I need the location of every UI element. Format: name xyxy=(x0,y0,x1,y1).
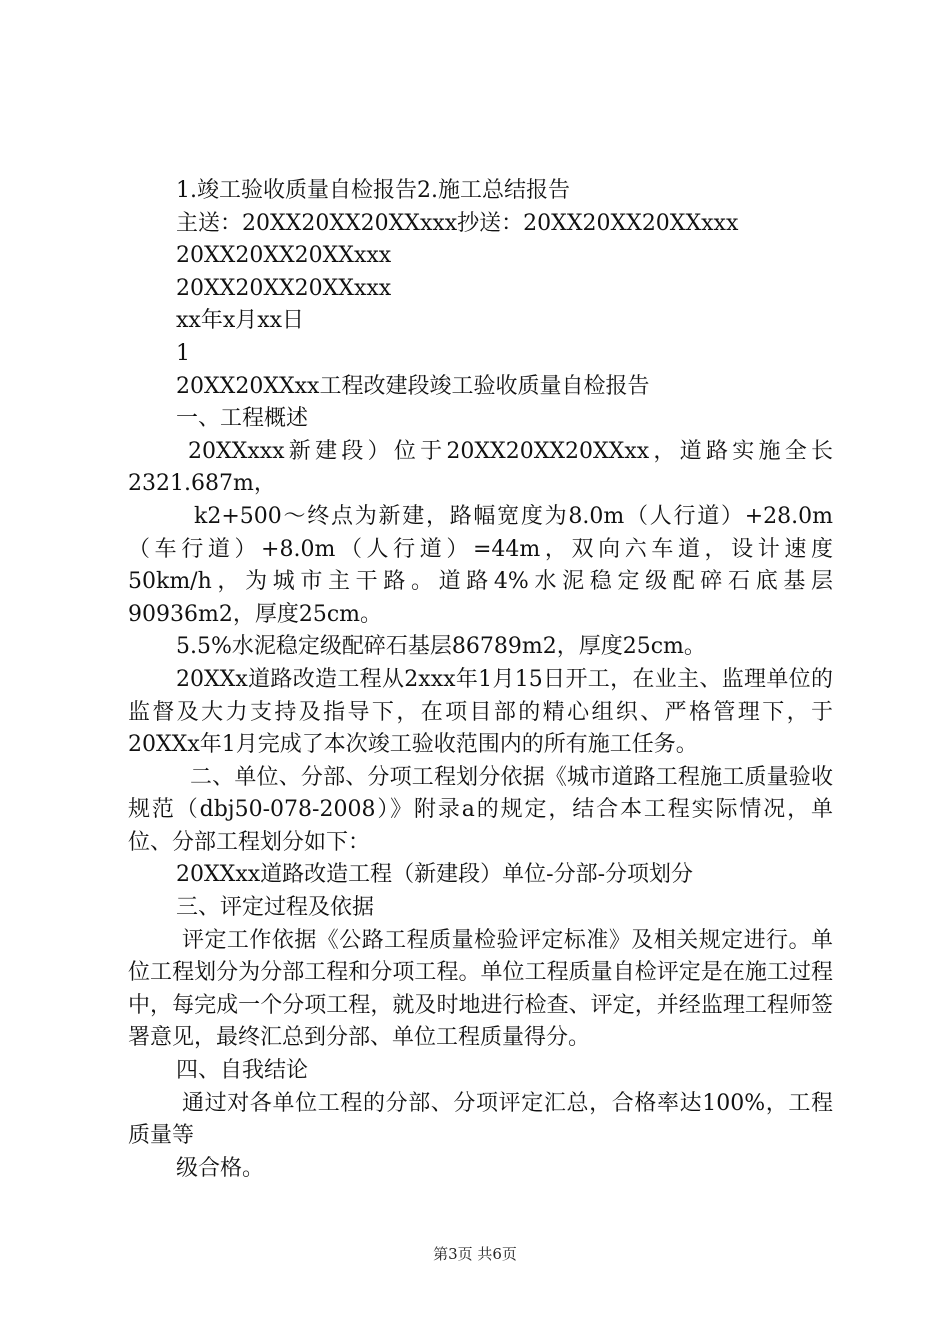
paragraph-base-layer: 5.5%水泥稳定级配碎石基层86789m2，厚度25cm。 xyxy=(176,634,706,660)
paragraph-conclusion-end: 级合格。 xyxy=(176,1155,265,1181)
number-line: 1 xyxy=(176,340,190,366)
division-table-caption: 20XXxx道路改造工程（新建段）单位-分部-分项划分 xyxy=(176,862,694,888)
section-heading-overview: 一、工程概述 xyxy=(176,406,309,432)
section-heading-conclusion: 四、自我结论 xyxy=(176,1058,309,1084)
document-body xyxy=(128,175,833,1185)
date-line: xx年x月xx日 xyxy=(176,308,305,334)
recipients-line: 主送：20XX20XX20XXxxx抄送：20XX20XX20XXxxx xyxy=(176,210,739,236)
page-footer: 第3页 共6页 xyxy=(433,1245,517,1263)
attachment-line: 1.竣工验收质量自检报告2.施工总结报告 xyxy=(176,178,570,203)
sender-line-2: 20XX20XX20XXxxx xyxy=(176,275,392,301)
sender-line: 20XX20XX20XXxxx xyxy=(176,243,392,269)
paragraph-construction-period: 20XXx道路改造工程从2xxx年1月15日开工，在业主、监理单位的监督及大力支持及指导下，在项目部的精心组织、严格管理下，于20XXx年1月完成了本次竣工验收范围内的所有施工任务。 xyxy=(128,666,833,758)
paragraph-evaluation-basis: 评定工作依据《公路工程质量检验评定标准》及相关规定进行。单位工程划分为分部工程和分项工程。单位工程质量自检评定是在施工过程中，每完成一个分项工程，就及时地进行检查、评定，并经监理工程师签署意见，最终汇总到分部、单位工程质量得分。 xyxy=(128,927,833,1051)
report-title: 20XX20XXxx工程改建段竣工验收质量自检报告 xyxy=(176,373,650,399)
paragraph-road-width: k2+500～终点为新建，路幅宽度为8.0m（人行道）+28.0m（车行道）+8.0m（人行道）=44m，双向六车道，设计速度50km/h，为城市主干路。道路4%水泥稳定级配碎石底基层90936m2，厚度25cm。 xyxy=(128,503,833,627)
paragraph-location: 20XXxxx新建段）位于20XX20XX20XXxx，道路实施全长2321.687m， xyxy=(128,438,833,497)
paragraph-conclusion: 通过对各单位工程的分部、分项评定汇总，合格率达100%，工程质量等 xyxy=(128,1090,833,1149)
section-heading-evaluation: 三、评定过程及依据 xyxy=(176,895,375,921)
section-heading-division: 二、单位、分部、分项工程划分依据《城市道路工程施工质量验收规范（dbj50-078-2008）》附录a的规定，结合本工程实际情况，单位、分部工程划分如下： xyxy=(128,764,833,855)
